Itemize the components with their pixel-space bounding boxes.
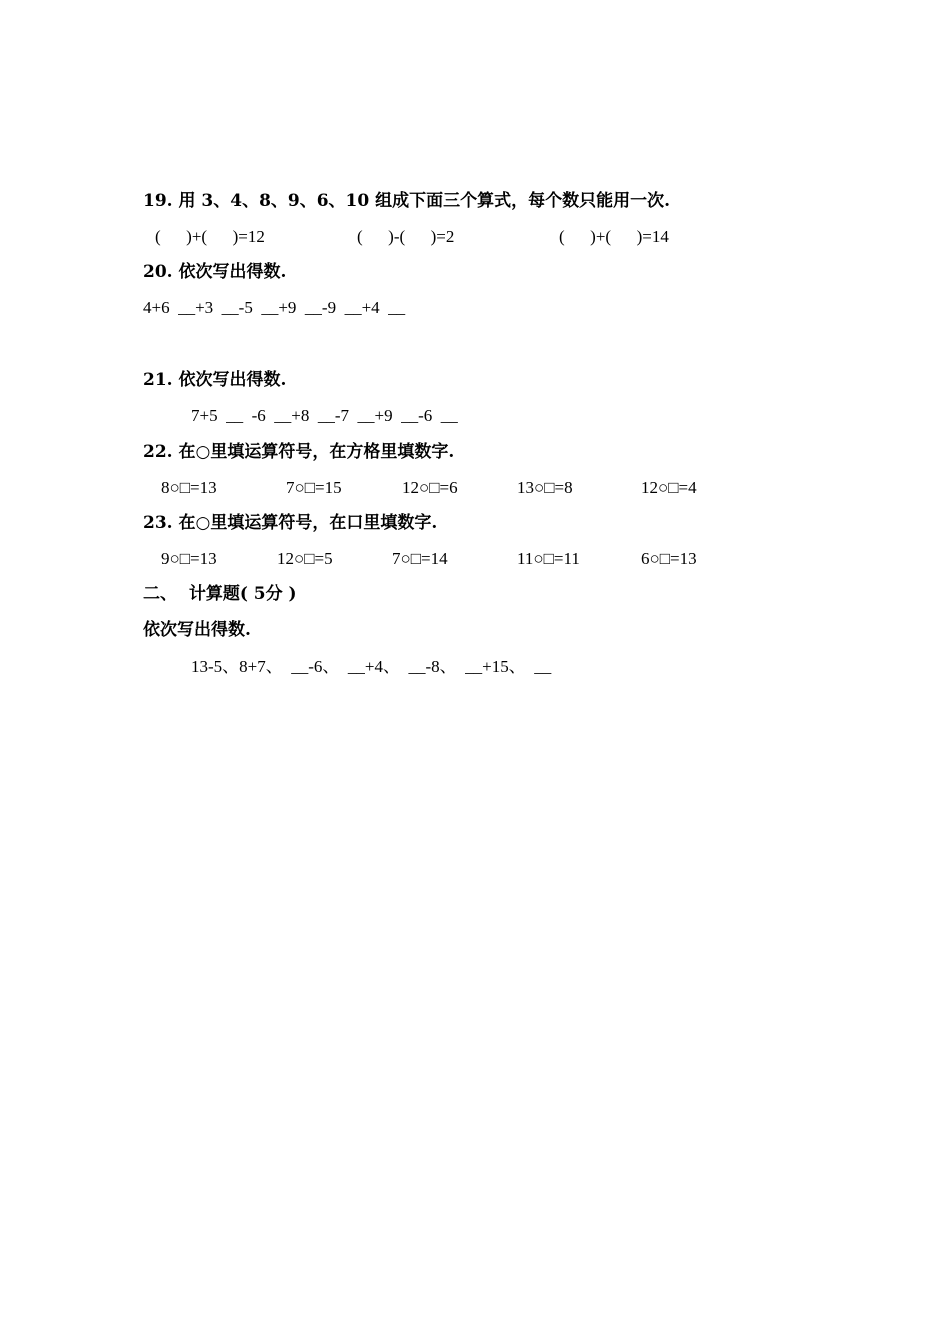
q23-item: 12○□=5 <box>277 549 333 568</box>
q22-item: 13○□=8 <box>517 478 573 497</box>
q22-item: 12○□=4 <box>641 478 697 497</box>
q22-item: 8○□=13 <box>161 478 217 497</box>
q19-equation-2: ( )-( )=2 <box>357 227 455 246</box>
q22-title: 22. 在○里填运算符号，在方格里填数字. <box>143 442 455 462</box>
q23-item: 9○□=13 <box>161 549 217 568</box>
q19-equation-3: ( )+( )=14 <box>559 227 669 246</box>
q19-title: 19. 用 3、4、8、9、6、10 组成下面三个算式，每个数只能用一次. <box>143 191 671 211</box>
q22-item: 12○□=6 <box>402 478 458 497</box>
q23-item: 6○□=13 <box>641 549 697 568</box>
q21-chain: 7+5 __ -6 __+8 __-7 __+9 __-6 __ <box>191 406 458 425</box>
q21-title: 21. 依次写出得数. <box>143 370 287 390</box>
q23-title: 23. 在○里填运算符号，在口里填数字. <box>143 513 438 533</box>
q20-title: 20. 依次写出得数. <box>143 262 287 282</box>
q23-item: 11○□=11 <box>517 549 580 568</box>
section-instruction: 依次写出得数. <box>143 620 251 640</box>
q20-chain: 4+6 __+3 __-5 __+9 __-9 __+4 __ <box>143 298 406 317</box>
q19-equation-1: ( )+( )=12 <box>155 227 265 246</box>
section-chain: 13-5、8+7、 __-6、 __+4、 __-8、 __+15、 __ <box>191 657 552 676</box>
q22-item: 7○□=15 <box>286 478 342 497</box>
q23-item: 7○□=14 <box>392 549 448 568</box>
section-heading: 二、 计算题( 5分 ) <box>143 584 297 604</box>
